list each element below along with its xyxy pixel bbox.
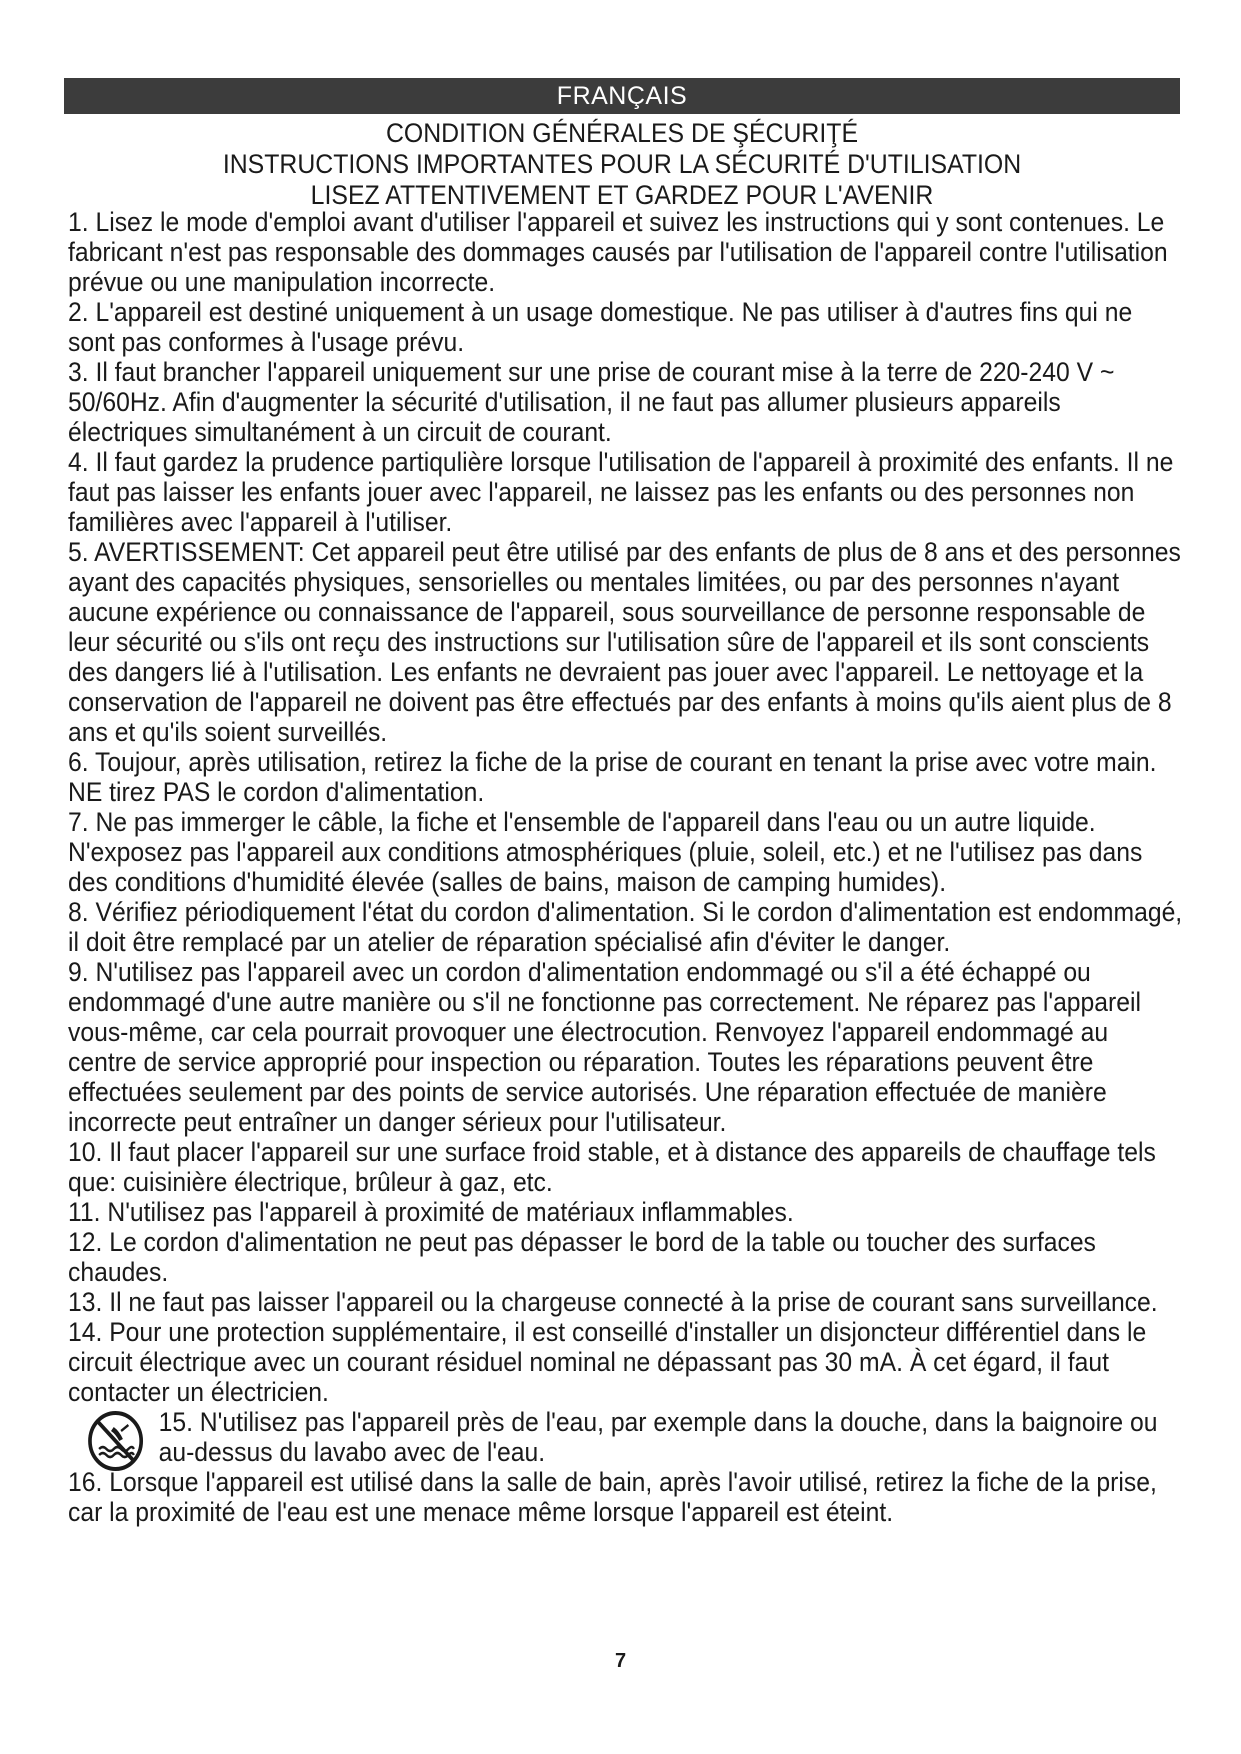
instruction-item-6: 6. Toujour, après utilisation, retirez la fiche de la prise de courant en tenant la prise avec votre main. NE tirez PAS le cordon d'alimentation. — [68, 747, 1157, 807]
heading-subtitle: INSTRUCTIONS IMPORTANTES POUR LA SÉCURITÉ D'UTILISATION — [222, 149, 1022, 179]
instruction-item-7: 7. Ne pas immerger le câble, la fiche et l'ensemble de l'appareil dans l'eau ou un autre liquide. N'exposez pas l'appareil aux conditions atmosphériques (pluie, soleil, etc.) et ne l'utilisez pas dans des conditions d'humidité élevée (salles de bains, maison de camping humides). — [68, 807, 1143, 897]
instruction-item-15 — [68, 1407, 1182, 1467]
instruction-item-8: 8. Vérifiez périodiquement l'état du cordon d'alimentation. Si le cordon d'alimentation est endommagé, il doit être remplacé par un atelier de réparation spécialisé afin d'éviter le danger. — [68, 897, 1183, 957]
instruction-item-15-text: 15. N'utilisez pas l'appareil près de l'eau, par exemple dans la douche, dans la baignoire ou au-dessus du lavabo avec de l'eau. — [158, 1407, 1158, 1467]
instruction-item-1: 1. Lisez le mode d'emploi avant d'utiliser l'appareil et suivez les instructions qui y sont contenues. Le fabricant n'est pas responsable des dommages causés par l'utilisation de l'appareil contre l'utilisation prévue ou une manipulation incorrecte. — [68, 207, 1168, 297]
safety-instructions — [68, 207, 1182, 1527]
no-water-icon — [86, 1409, 145, 1473]
instruction-item-12: 12. Le cordon d'alimentation ne peut pas dépasser le bord de la table ou toucher des surfaces chaudes. — [68, 1227, 1096, 1287]
instruction-item-14: 14. Pour une protection supplémentaire, il est conseillé d'installer un disjoncteur différentiel dans le circuit électrique avec un courant résiduel nominal ne dépassant pas 30 mA. À cet égard, il faut contacter un électricien. — [68, 1317, 1147, 1407]
instruction-item-3: 3. Il faut brancher l'appareil uniquement sur une prise de courant mise à la terre de 220-240 V ~ 50/60Hz. Afin d'augmenter la sécurité d'utilisation, il ne faut pas allumer plusieurs appareils électriques simultanément à un circuit de courant. — [68, 357, 1115, 447]
instruction-item-11: 11. N'utilisez pas l'appareil à proximité de matériaux inflammables. — [68, 1197, 794, 1227]
instruction-item-9: 9. N'utilisez pas l'appareil avec un cordon d'alimentation endommagé ou s'il a été échappé ou endommagé d'une autre manière ou s'il ne fonctionne pas correctement. Ne réparez pas l'appareil vous-même, car cela pourrait provoquer une électrocution. Renvoyez l'appareil endommagé au centre de service approprié pour inspection ou réparation. Toutes les réparations peuvent être effectuées seulement par des points de service autorisés. Une réparation effectuée de manière incorrecte peut entraîner un danger sérieux pour l'utilisateur. — [68, 957, 1141, 1137]
heading-instruction: LISEZ ATTENTIVEMENT ET GARDEZ POUR L'AVENIR — [310, 180, 934, 210]
page-number: 7 — [614, 1650, 627, 1672]
instruction-item-13: 13. Il ne faut pas laisser l'appareil ou la chargeuse connecté à la prise de courant sans surveillance. — [68, 1287, 1158, 1317]
instruction-item-10: 10. Il faut placer l'appareil sur une surface froid stable, et à distance des appareils de chauffage tels que: cuisinière électrique, brûleur à gaz, etc. — [68, 1137, 1156, 1197]
heading-title: CONDITION GÉNÉRALES DE ŞÉCURIŢÉ — [385, 118, 859, 148]
section-headings — [109, 118, 1136, 211]
instruction-item-4: 4. Il faut gardez la prudence partiqulière lorsque l'utilisation de l'appareil à proximité des enfants. Il ne faut pas laisser les enfants jouer avec l'appareil, ne laissez pas les enfants ou des personnes non familières avec l'appareil à l'utiliser. — [68, 447, 1174, 537]
instruction-item-5: 5. AVERTISSEMENT: Cet appareil peut être utilisé par des enfants de plus de 8 ans et des personnes ayant des capacités physiques, sensorielles ou mentales limitées, ou par des personnes n'ayant aucune expérience ou connaissance de l'appareil, sous sourveillance de personne responsable de leur sécurité ou s'ils ont reçu des instructions sur l'utilisation sûre de l'appareil et ils sont conscients des dangers lié à l'utilisation. Les enfants ne devraient pas jouer avec l'appareil. Le nettoyage et la conservation de l'appareil ne doivent pas être effectués par des enfants à moins qu'ils aient plus de 8 ans et qu'ils soient surveillés. — [68, 537, 1181, 747]
language-header: FRANÇAIS — [64, 78, 1180, 114]
instruction-item-16: 16. Lorsque l'appareil est utilisé dans la salle de bain, après l'avoir utilisé, retirez la fiche de la prise, car la proximité de l'eau est une menace même lorsque l'appareil est éteint. — [68, 1467, 1157, 1527]
instruction-item-2: 2. L'appareil est destiné uniquement à un usage domestique. Ne pas utiliser à d'autres fins qui ne sont pas conformes à l'usage prévu. — [68, 297, 1133, 357]
